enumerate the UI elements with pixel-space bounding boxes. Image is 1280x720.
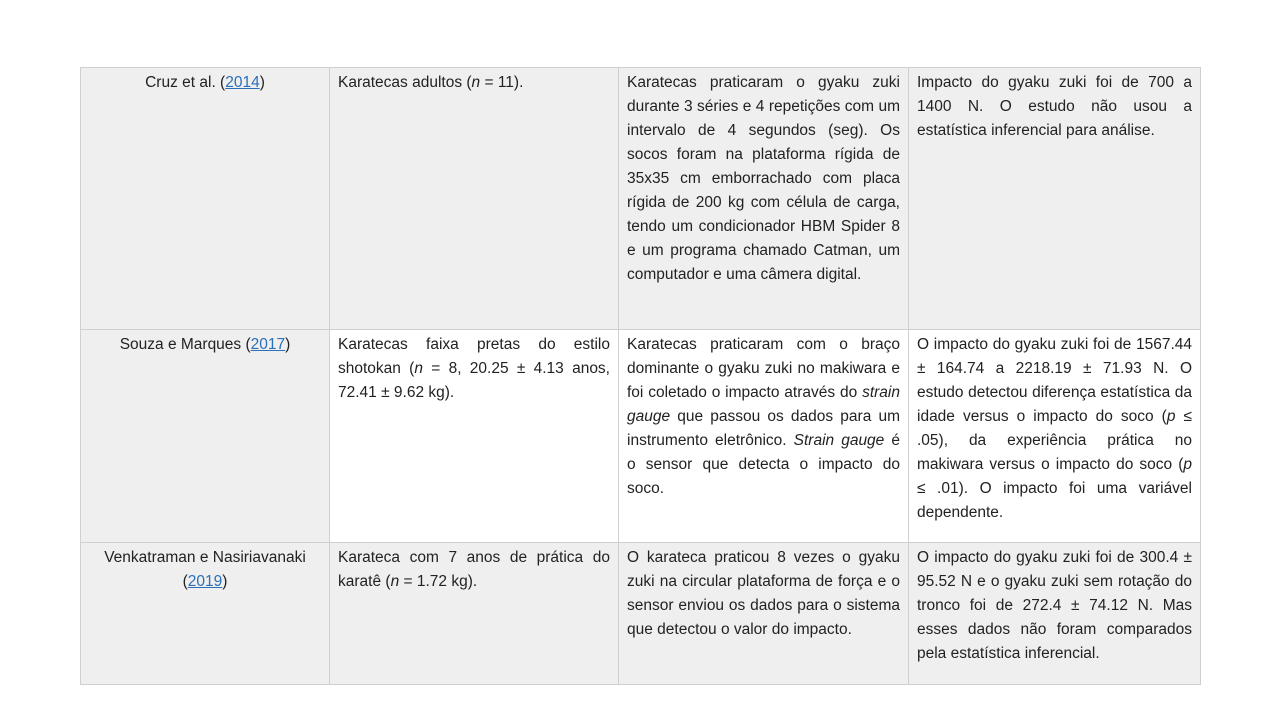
sample-cell [330,68,619,330]
cell-text: Karatecas faixa pretas do estilo shotokan ( [338,336,610,377]
italic-text: n [390,573,400,590]
author-suffix: ) [259,74,265,91]
cell-text: é o sensor que detecta o impacto do soco. [627,432,901,497]
cell-text: O impacto do gyaku zuki foi de 300.4 ± 95.52 N e o gyaku zuki sem rotação do tronco foi de 272.4 ± 74.12 N. Mas esses dados não foram comparados pela estatística inferencial. [917,549,1192,662]
sample-cell [330,330,619,543]
cell-text: O impacto do gyaku zuki foi de 1567.44 ± 164.74 a 2218.19 ± 71.93 N. O estudo detectou diferença estatística da idade versus o impacto do soco ( [917,336,1192,425]
italic-text: n [414,360,423,377]
italic-text: Strain gauge [793,432,885,449]
author-cell [81,330,330,543]
table-row [81,330,1201,543]
cell-text: = 1.72 kg). [399,573,478,590]
sample-cell [330,543,619,685]
cell-text: Karatecas praticaram o gyaku zuki durante 3 séries e 4 repetições com um intervalo de 4 segundos (seg). Os socos foram na plataforma rígida de 35x35 cm emborrachado com placa rígida de 200 kg com célula de carga, tendo um condicionador HBM Spider 8 e um programa chamado Catman, um computador e uma câmera digital. [627,74,900,283]
italic-text: strain gauge [627,384,900,425]
result-cell [909,330,1201,543]
author-name: Souza e Marques ( [119,336,251,353]
author-suffix: ) [222,573,228,590]
method-cell [619,543,909,685]
result-cell [909,543,1201,685]
result-cell [909,68,1201,330]
table-row [81,543,1201,685]
cell-text: = 11). [480,74,524,91]
cell-text: ≤ .01). O impacto foi uma variável dependente. [917,480,1192,521]
cell-text: que passou os dados para um instrumento eletrônico. [627,408,900,449]
studies-table [80,67,1201,685]
author-cell [81,68,330,330]
cell-text: Karatecas praticaram com o braço dominante o gyaku zuki no makiwara e foi coletado o impacto através do [627,336,900,401]
year-link[interactable]: 2017 [250,336,286,353]
italic-text: p [1166,408,1176,425]
cell-text: Karateca com 7 anos de prática do karatê ( [338,549,610,590]
cell-text: = 8, 20.25 ± 4.13 anos, 72.41 ± 9.62 kg). [338,360,610,401]
method-cell [619,68,909,330]
table-row [81,68,1201,330]
studies-table-body [81,68,1201,685]
cell-text: Impacto do gyaku zuki foi de 700 a 1400 N. O estudo não usou a estatística inferencial para análise. [917,74,1192,139]
italic-text: n [471,74,481,91]
author-suffix: ) [285,336,291,353]
year-link[interactable]: 2019 [187,573,223,590]
author-name: Venkatraman e Nasiriavanaki ( [104,549,306,590]
author-cell [81,543,330,685]
cell-text: Karatecas adultos ( [338,74,472,91]
author-name: Cruz et al. ( [145,74,226,91]
year-link[interactable]: 2014 [225,74,260,91]
cell-text: ≤ .05), da experiência prática no makiwara versus o impacto do soco ( [917,408,1192,473]
italic-text: p [1183,456,1192,473]
method-cell [619,330,909,543]
cell-text: O karateca praticou 8 vezes o gyaku zuki na circular plataforma de força e o sensor enviou os dados para o sistema que detectou o valor do impacto. [627,549,900,638]
